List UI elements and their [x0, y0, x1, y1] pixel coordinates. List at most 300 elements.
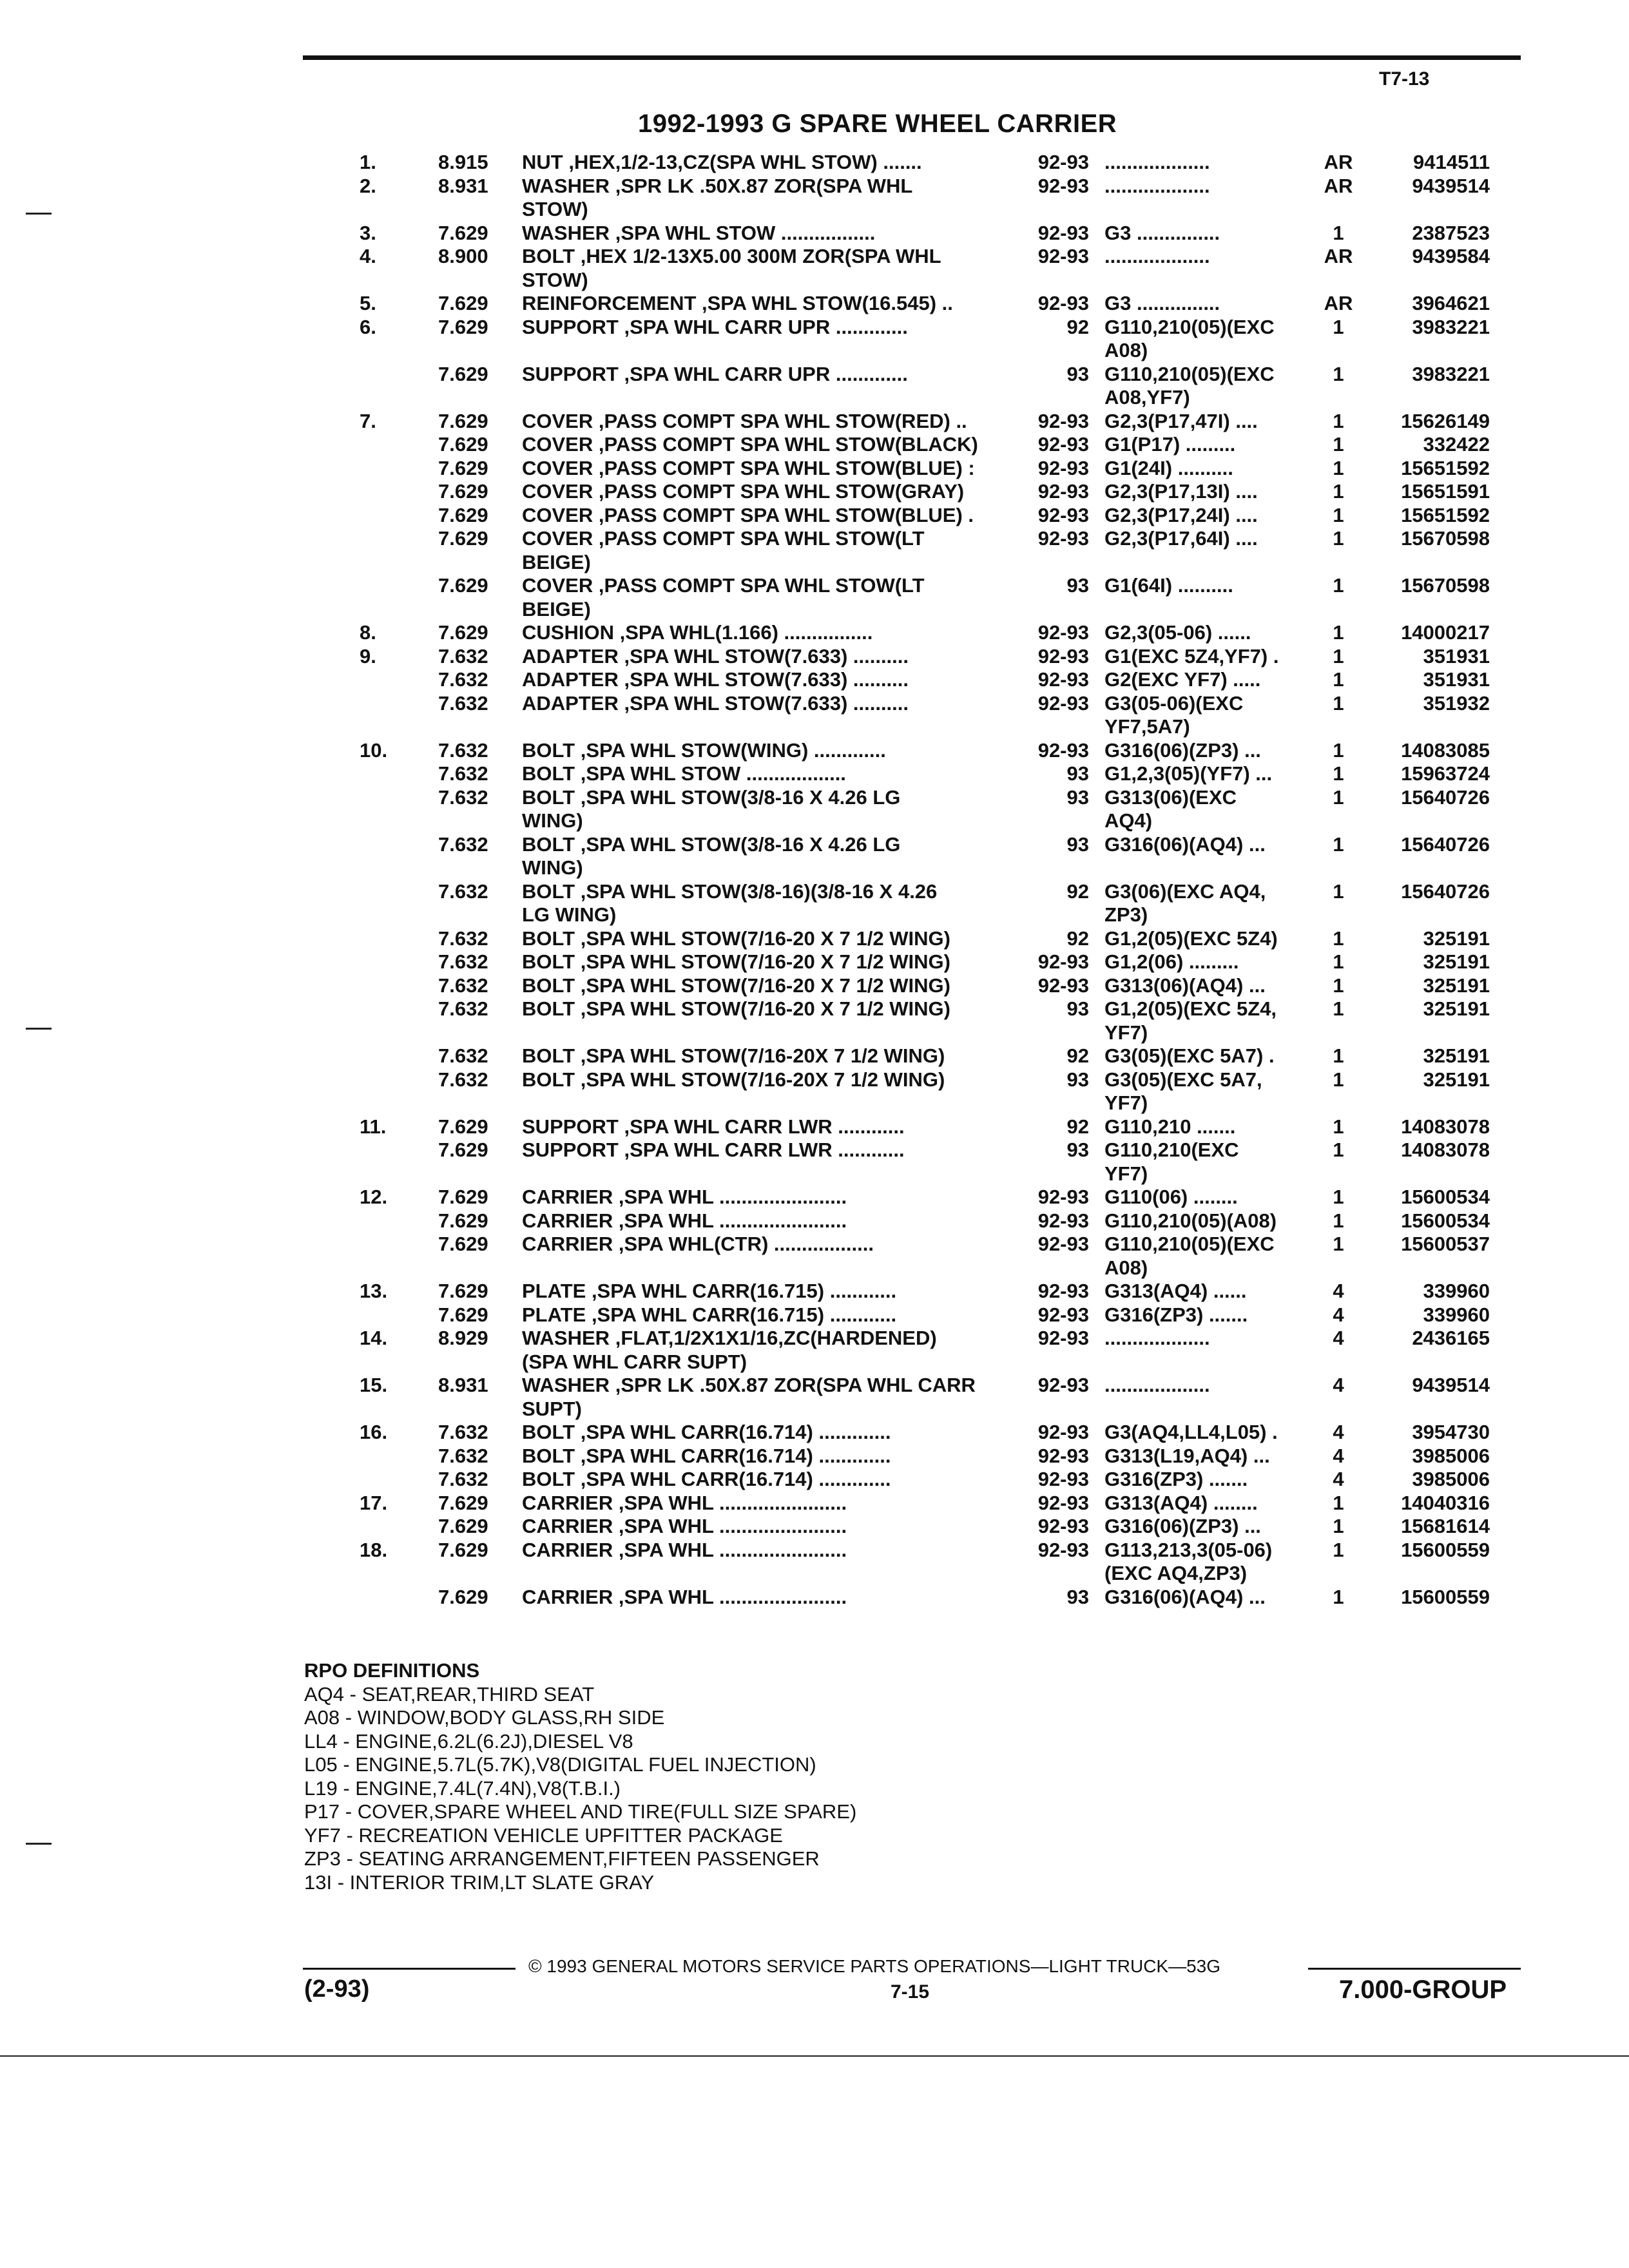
part-detail: ,PASS COMPT SPA WHL STOW(LT	[598, 574, 925, 597]
part-detail: ,SPA WHL CARR LWR ............	[624, 1139, 905, 1161]
part-description	[522, 1303, 1031, 1327]
item-index: 6.	[360, 315, 376, 338]
part-detail: ,SPA WHL CARR LWR ............	[624, 1115, 905, 1138]
part-description	[522, 1586, 1031, 1610]
model-year: 92-93	[1037, 644, 1089, 668]
part-detail: ,SPA WHL STOW ..................	[580, 762, 846, 785]
page-number: 7-15	[891, 1981, 930, 2003]
part-detail: ,SPR LK .50X.87 ZOR(SPA WHL	[615, 174, 913, 197]
application: G316(06)(AQ4) ...	[1104, 1585, 1266, 1608]
part-detail: (SPA WHL CARR SUPT)	[522, 1350, 747, 1373]
item-index: 16.	[360, 1421, 388, 1443]
part-number: 339960	[1423, 1303, 1490, 1326]
part-description	[522, 856, 1031, 880]
part-detail: ,SPA WHL STOW(7/16-20 X 7 1/2 WING)	[580, 997, 950, 1020]
group-number: 7.632	[438, 762, 488, 785]
model-year: 92-93	[1037, 409, 1089, 432]
part-description	[522, 1115, 1031, 1139]
part-name: BOLT	[522, 762, 575, 785]
part-row	[316, 1139, 1527, 1162]
part-row	[316, 1398, 1527, 1421]
application: G1(EXC 5Z4,YF7) .	[1104, 644, 1279, 668]
part-detail: ,SPA WHL STOW(7.633) ..........	[624, 644, 909, 668]
footer-rule-right	[1308, 1968, 1521, 1970]
part-name: CARRIER	[522, 1491, 613, 1514]
model-year: 93	[1066, 362, 1089, 385]
group-number: 8.931	[438, 174, 488, 197]
part-row	[316, 1115, 1527, 1139]
model-year: 92	[1066, 879, 1089, 903]
part-description	[522, 927, 1031, 951]
model-year: 92-93	[1037, 292, 1089, 314]
part-row	[316, 668, 1527, 692]
group-number: 7.629	[438, 574, 488, 597]
part-row	[316, 245, 1527, 269]
part-row	[316, 809, 1527, 833]
application: G2,3(P17,24I) ....	[1104, 503, 1258, 526]
part-number: 14083078	[1401, 1139, 1490, 1161]
part-row	[316, 1492, 1527, 1515]
part-number: 2387523	[1412, 221, 1490, 244]
part-row	[316, 786, 1527, 810]
application: G2(EXC YF7) .....	[1104, 668, 1261, 691]
group-number: 7.632	[438, 1444, 488, 1467]
part-row	[316, 880, 1527, 904]
application: G110,210 .......	[1104, 1115, 1236, 1138]
group-number: 7.632	[438, 1068, 488, 1091]
model-year: 92	[1066, 315, 1089, 338]
part-name: BOLT	[522, 1068, 575, 1091]
application: G110,210(05)(A08)	[1104, 1209, 1277, 1232]
part-detail: ,SPA WHL STOW(WING) .............	[580, 738, 886, 762]
part-name: WASHER	[522, 1374, 610, 1396]
application: ZP3)	[1104, 903, 1148, 926]
quantity: 1	[1333, 433, 1344, 456]
page-title: 1992-1993 G SPARE WHEEL CARRIER	[638, 110, 1117, 138]
part-description	[522, 151, 1031, 175]
part-row	[316, 974, 1527, 998]
part-detail: ,SPA WHL STOW(7/16-20 X 7 1/2 WING)	[580, 950, 950, 973]
part-description	[522, 880, 1031, 904]
group-number: 7.632	[438, 974, 488, 997]
part-description	[522, 903, 1031, 927]
part-row	[316, 997, 1527, 1021]
quantity: 1	[1333, 691, 1344, 715]
part-row	[316, 1209, 1527, 1233]
model-year: 93	[1066, 574, 1089, 597]
group-number: 7.629	[438, 1280, 488, 1302]
part-row	[316, 457, 1527, 481]
part-name: BOLT	[522, 950, 575, 973]
part-detail: ,SPA WHL(CTR) ..................	[618, 1233, 874, 1255]
application: G316(06)(ZP3) ...	[1104, 738, 1261, 762]
part-row	[316, 1233, 1527, 1256]
application: G1(64I) ..........	[1104, 574, 1233, 597]
model-year: 92-93	[1037, 1233, 1089, 1255]
page-code: T7-13	[1379, 68, 1430, 90]
quantity: 4	[1333, 1374, 1344, 1396]
quantity: 1	[1333, 832, 1344, 856]
part-description	[522, 1068, 1031, 1092]
quantity: 1	[1333, 1585, 1344, 1608]
model-year: 92-93	[1037, 1515, 1089, 1537]
group-number: 7.629	[438, 527, 488, 550]
group-number: 7.632	[438, 879, 488, 903]
item-index: 4.	[360, 245, 376, 267]
application: YF7)	[1104, 1091, 1148, 1114]
part-name: WASHER	[522, 1327, 610, 1349]
part-detail: ,SPA WHL STOW(7/16-20 X 7 1/2 WING)	[580, 927, 950, 950]
part-row	[316, 1186, 1527, 1209]
application: ...................	[1104, 1374, 1210, 1396]
part-description	[522, 598, 1031, 622]
part-number: 9439584	[1412, 245, 1490, 267]
application: G313(06)(AQ4) ...	[1104, 974, 1266, 997]
part-number: 15681614	[1401, 1515, 1490, 1537]
part-detail: ,SPA WHL CARR(16.715) ............	[591, 1303, 897, 1326]
part-number: 15640726	[1401, 785, 1490, 809]
application: G113,213,3(05-06)	[1104, 1538, 1273, 1561]
item-index: 5.	[360, 292, 376, 314]
application: G110,210(05)(EXC	[1104, 315, 1275, 338]
quantity: 1	[1333, 527, 1344, 550]
part-description	[522, 292, 1031, 316]
part-name: BOLT	[522, 1444, 575, 1467]
part-detail: ,SPA WHL STOW(3/8-16 X 4.26 LG	[580, 832, 901, 856]
group-number: 7.632	[438, 997, 488, 1020]
quantity: 1	[1333, 315, 1344, 338]
part-row	[316, 386, 1527, 410]
item-index: 11.	[360, 1115, 387, 1138]
item-index: 17.	[360, 1491, 388, 1514]
parts-list	[316, 151, 1527, 1609]
part-detail: ,SPA WHL STOW(3/8-16 X 4.26 LG	[580, 785, 901, 809]
part-description	[522, 222, 1031, 245]
part-row	[316, 316, 1527, 340]
part-description	[522, 316, 1031, 340]
group-number: 7.629	[438, 1115, 488, 1138]
part-row	[316, 363, 1527, 387]
part-name: NUT	[522, 151, 563, 173]
part-detail: BEIGE)	[522, 550, 591, 573]
quantity: 1	[1333, 1068, 1344, 1091]
part-description	[522, 621, 1031, 645]
model-year: 92-93	[1037, 1538, 1089, 1561]
part-description	[522, 175, 1031, 198]
part-number: 15640726	[1401, 832, 1490, 856]
quantity: 1	[1333, 668, 1344, 691]
model-year: 92-93	[1037, 1209, 1089, 1232]
part-row	[316, 833, 1527, 857]
part-number: 3985006	[1412, 1468, 1490, 1490]
part-name: CARRIER	[522, 1515, 613, 1537]
part-name: CUSHION	[522, 621, 614, 644]
part-detail: ,SPA WHL .......................	[618, 1186, 847, 1208]
part-row	[316, 222, 1527, 245]
group-number: 7.629	[438, 409, 488, 432]
part-description	[522, 1421, 1031, 1445]
part-number: 14040316	[1401, 1491, 1490, 1514]
part-description	[522, 1233, 1031, 1256]
part-number: 9439514	[1412, 174, 1490, 197]
part-number: 15670598	[1401, 574, 1490, 597]
part-number: 15651592	[1401, 503, 1490, 526]
part-name: BOLT	[522, 832, 575, 856]
model-year: 92-93	[1037, 1280, 1089, 1302]
application: A08)	[1104, 339, 1148, 361]
part-detail: ,SPA WHL CARR(16.714) .............	[580, 1444, 891, 1467]
part-detail: ,SPA WHL .......................	[618, 1491, 847, 1514]
item-index: 3.	[360, 221, 376, 244]
item-index: 2.	[360, 174, 376, 197]
application: G1,2,3(05)(YF7) ...	[1104, 762, 1273, 785]
model-year: 92-93	[1037, 974, 1089, 997]
rpo-line: P17 - COVER,SPARE WHEEL AND TIRE(FULL SIZE SPARE)	[304, 1800, 857, 1823]
part-number: 3964621	[1412, 292, 1490, 314]
part-description	[522, 739, 1031, 763]
part-number: 15626149	[1401, 409, 1490, 432]
part-number: 15963724	[1401, 762, 1490, 785]
part-description	[522, 504, 1031, 528]
quantity: 1	[1333, 1515, 1344, 1537]
group-number: 7.629	[438, 503, 488, 526]
quantity: 1	[1333, 1538, 1344, 1561]
part-number: 325191	[1423, 927, 1490, 950]
part-number: 351931	[1423, 644, 1490, 668]
quantity: 1	[1333, 974, 1344, 997]
part-detail: ,SPA WHL CARR(16.715) ............	[591, 1280, 897, 1302]
group-number: 7.632	[438, 950, 488, 973]
part-detail: ,SPA WHL STOW(7/16-20X 7 1/2 WING)	[580, 1044, 945, 1067]
part-number: 15640726	[1401, 879, 1490, 903]
part-description	[522, 433, 1031, 457]
part-number: 14000217	[1401, 621, 1490, 644]
part-name: PLATE	[522, 1280, 586, 1302]
part-description	[522, 269, 1031, 293]
part-row	[316, 903, 1527, 927]
application: G3(05-06)(EXC	[1104, 691, 1244, 715]
model-year: 92	[1066, 1044, 1089, 1067]
part-description	[522, 692, 1031, 716]
part-name: CARRIER	[522, 1209, 613, 1232]
part-description	[522, 1044, 1031, 1068]
application: AQ4)	[1104, 809, 1153, 832]
margin-mark	[26, 1843, 52, 1845]
part-name: BOLT	[522, 997, 575, 1020]
application: G1,2(05)(EXC 5Z4,	[1104, 997, 1277, 1020]
group-number: 7.632	[438, 832, 488, 856]
model-year: 92-93	[1037, 1374, 1089, 1396]
part-detail: ,SPA WHL CARR UPR .............	[624, 315, 908, 338]
rpo-line: L19 - ENGINE,7.4L(7.4N),V8(T.B.I.)	[304, 1776, 621, 1800]
part-description	[522, 1468, 1031, 1492]
quantity: 1	[1333, 574, 1344, 597]
part-detail: ,SPA WHL CARR(16.714) .............	[580, 1468, 891, 1490]
quantity: 1	[1333, 621, 1344, 644]
group-number: 7.629	[438, 1139, 488, 1161]
part-row	[316, 410, 1527, 434]
application: A08)	[1104, 1256, 1148, 1279]
application: G313(L19,AQ4) ...	[1104, 1444, 1270, 1467]
part-row	[316, 504, 1527, 528]
part-description	[522, 410, 1031, 434]
application: G313(AQ4) ......	[1104, 1280, 1247, 1302]
part-detail: SUPT)	[522, 1397, 582, 1420]
part-row	[316, 621, 1527, 645]
quantity: AR	[1324, 151, 1353, 173]
part-name: ADAPTER	[522, 644, 619, 668]
part-row	[316, 1562, 1527, 1586]
quantity: 1	[1333, 785, 1344, 809]
model-year: 92-93	[1037, 950, 1089, 973]
quantity: 4	[1333, 1280, 1344, 1302]
part-number: 325191	[1423, 1044, 1490, 1067]
part-row	[316, 292, 1527, 316]
application: G3 ...............	[1104, 292, 1220, 314]
margin-mark	[26, 213, 52, 215]
quantity: AR	[1324, 245, 1353, 267]
part-row	[316, 433, 1527, 457]
part-detail: ,SPA WHL .......................	[618, 1515, 847, 1537]
quantity: 1	[1333, 456, 1344, 479]
group-number: 7.629	[438, 1491, 488, 1514]
part-detail: ,SPA WHL CARR(16.714) .............	[580, 1421, 891, 1443]
part-description	[522, 1209, 1031, 1233]
part-detail: ,SPA WHL STOW(7/16-20 X 7 1/2 WING)	[580, 974, 950, 997]
model-year: 92-93	[1037, 1491, 1089, 1514]
part-number: 3985006	[1412, 1444, 1490, 1467]
part-number: 15651591	[1401, 480, 1490, 503]
group-number: 8.931	[438, 1374, 488, 1396]
part-detail: ,SPA WHL STOW(16.545) ..	[702, 292, 953, 314]
application: G316(ZP3) .......	[1104, 1303, 1248, 1326]
part-description	[522, 551, 1031, 575]
part-description	[522, 1139, 1031, 1162]
footer-rule-left	[303, 1968, 516, 1970]
part-name: SUPPORT	[522, 315, 619, 338]
application: G2,3(05-06) ......	[1104, 621, 1251, 644]
part-name: SUPPORT	[522, 362, 619, 385]
part-detail: WING)	[522, 809, 583, 832]
part-description	[522, 997, 1031, 1021]
part-detail: ,SPA WHL(1.166) ................	[619, 621, 873, 644]
part-row	[316, 950, 1527, 974]
part-description	[522, 1515, 1031, 1539]
quantity: 4	[1333, 1444, 1344, 1467]
application: G2,3(P17,47I) ....	[1104, 409, 1258, 432]
part-description	[522, 574, 1031, 598]
application: G3(05)(EXC 5A7,	[1104, 1068, 1262, 1091]
part-description	[522, 833, 1031, 857]
part-number: 15600534	[1401, 1186, 1490, 1208]
part-number: 2436165	[1412, 1327, 1490, 1349]
model-year: 92-93	[1037, 433, 1089, 456]
part-description	[522, 809, 1031, 833]
part-name: BOLT	[522, 738, 575, 762]
part-number: 332422	[1423, 433, 1490, 456]
part-detail: ,SPA WHL STOW(7/16-20X 7 1/2 WING)	[580, 1068, 945, 1091]
quantity: 1	[1333, 997, 1344, 1020]
item-index: 13.	[360, 1280, 388, 1302]
part-number: 15651592	[1401, 456, 1490, 479]
part-number: 325191	[1423, 997, 1490, 1020]
part-detail: ,PASS COMPT SPA WHL STOW(BLUE) :	[598, 456, 975, 479]
part-description	[522, 245, 1031, 269]
application: G316(06)(AQ4) ...	[1104, 832, 1266, 856]
part-name: COVER	[522, 456, 593, 479]
application: G1(24I) ..........	[1104, 456, 1233, 479]
quantity: 4	[1333, 1303, 1344, 1326]
item-index: 10.	[360, 738, 388, 762]
group-number: 8.929	[438, 1327, 488, 1349]
model-year: 92-93	[1037, 668, 1089, 691]
rpo-line: A08 - WINDOW,BODY GLASS,RH SIDE	[304, 1706, 665, 1729]
model-year: 92-93	[1037, 245, 1089, 267]
application: G3(05)(EXC 5A7) .	[1104, 1044, 1275, 1067]
part-number: 339960	[1423, 1280, 1490, 1302]
part-name: CARRIER	[522, 1186, 613, 1208]
item-index: 14.	[360, 1327, 388, 1349]
model-year: 92-93	[1037, 1444, 1089, 1467]
part-number: 3954730	[1412, 1421, 1490, 1443]
part-detail: ,SPA WHL STOW(3/8-16)(3/8-16 X 4.26	[580, 879, 938, 903]
group-number: 7.632	[438, 1468, 488, 1490]
part-row	[316, 198, 1527, 222]
part-name: BOLT	[522, 245, 575, 267]
part-row	[316, 598, 1527, 622]
quantity: AR	[1324, 292, 1353, 314]
quantity: 1	[1333, 927, 1344, 950]
item-index: 9.	[360, 644, 376, 668]
part-row	[316, 645, 1527, 669]
part-number: 9439514	[1412, 1374, 1490, 1396]
part-row	[316, 339, 1527, 363]
model-year: 92-93	[1037, 621, 1089, 644]
application: G110(06) ........	[1104, 1186, 1238, 1208]
part-row	[316, 762, 1527, 786]
model-year: 92-93	[1037, 221, 1089, 244]
part-name: PLATE	[522, 1303, 586, 1326]
quantity: 1	[1333, 503, 1344, 526]
model-year: 93	[1066, 1139, 1089, 1161]
part-detail: ,PASS COMPT SPA WHL STOW(LT	[598, 527, 925, 550]
part-name: CARRIER	[522, 1585, 613, 1608]
part-name: CARRIER	[522, 1538, 613, 1561]
part-detail: ,HEX,1/2-13,CZ(SPA WHL STOW) .......	[568, 151, 922, 173]
quantity: 1	[1333, 1209, 1344, 1232]
part-number: 3983221	[1412, 362, 1490, 385]
part-row	[316, 927, 1527, 951]
application: G3 ...............	[1104, 221, 1220, 244]
part-row	[316, 269, 1527, 293]
part-row	[316, 1374, 1527, 1398]
application: A08,YF7)	[1104, 386, 1190, 408]
part-row	[316, 1256, 1527, 1280]
part-name: COVER	[522, 433, 593, 456]
part-name: SUPPORT	[522, 1139, 619, 1161]
part-row	[316, 551, 1527, 575]
part-number: 325191	[1423, 1068, 1490, 1091]
part-description	[522, 1327, 1031, 1350]
part-row	[316, 1327, 1527, 1350]
part-number: 15600537	[1401, 1233, 1490, 1255]
model-year: 92-93	[1037, 527, 1089, 550]
part-detail: WING)	[522, 856, 583, 879]
part-description	[522, 1539, 1031, 1562]
group-number: 7.632	[438, 644, 488, 668]
group-number: 7.629	[438, 292, 488, 314]
group-number: 7.629	[438, 221, 488, 244]
